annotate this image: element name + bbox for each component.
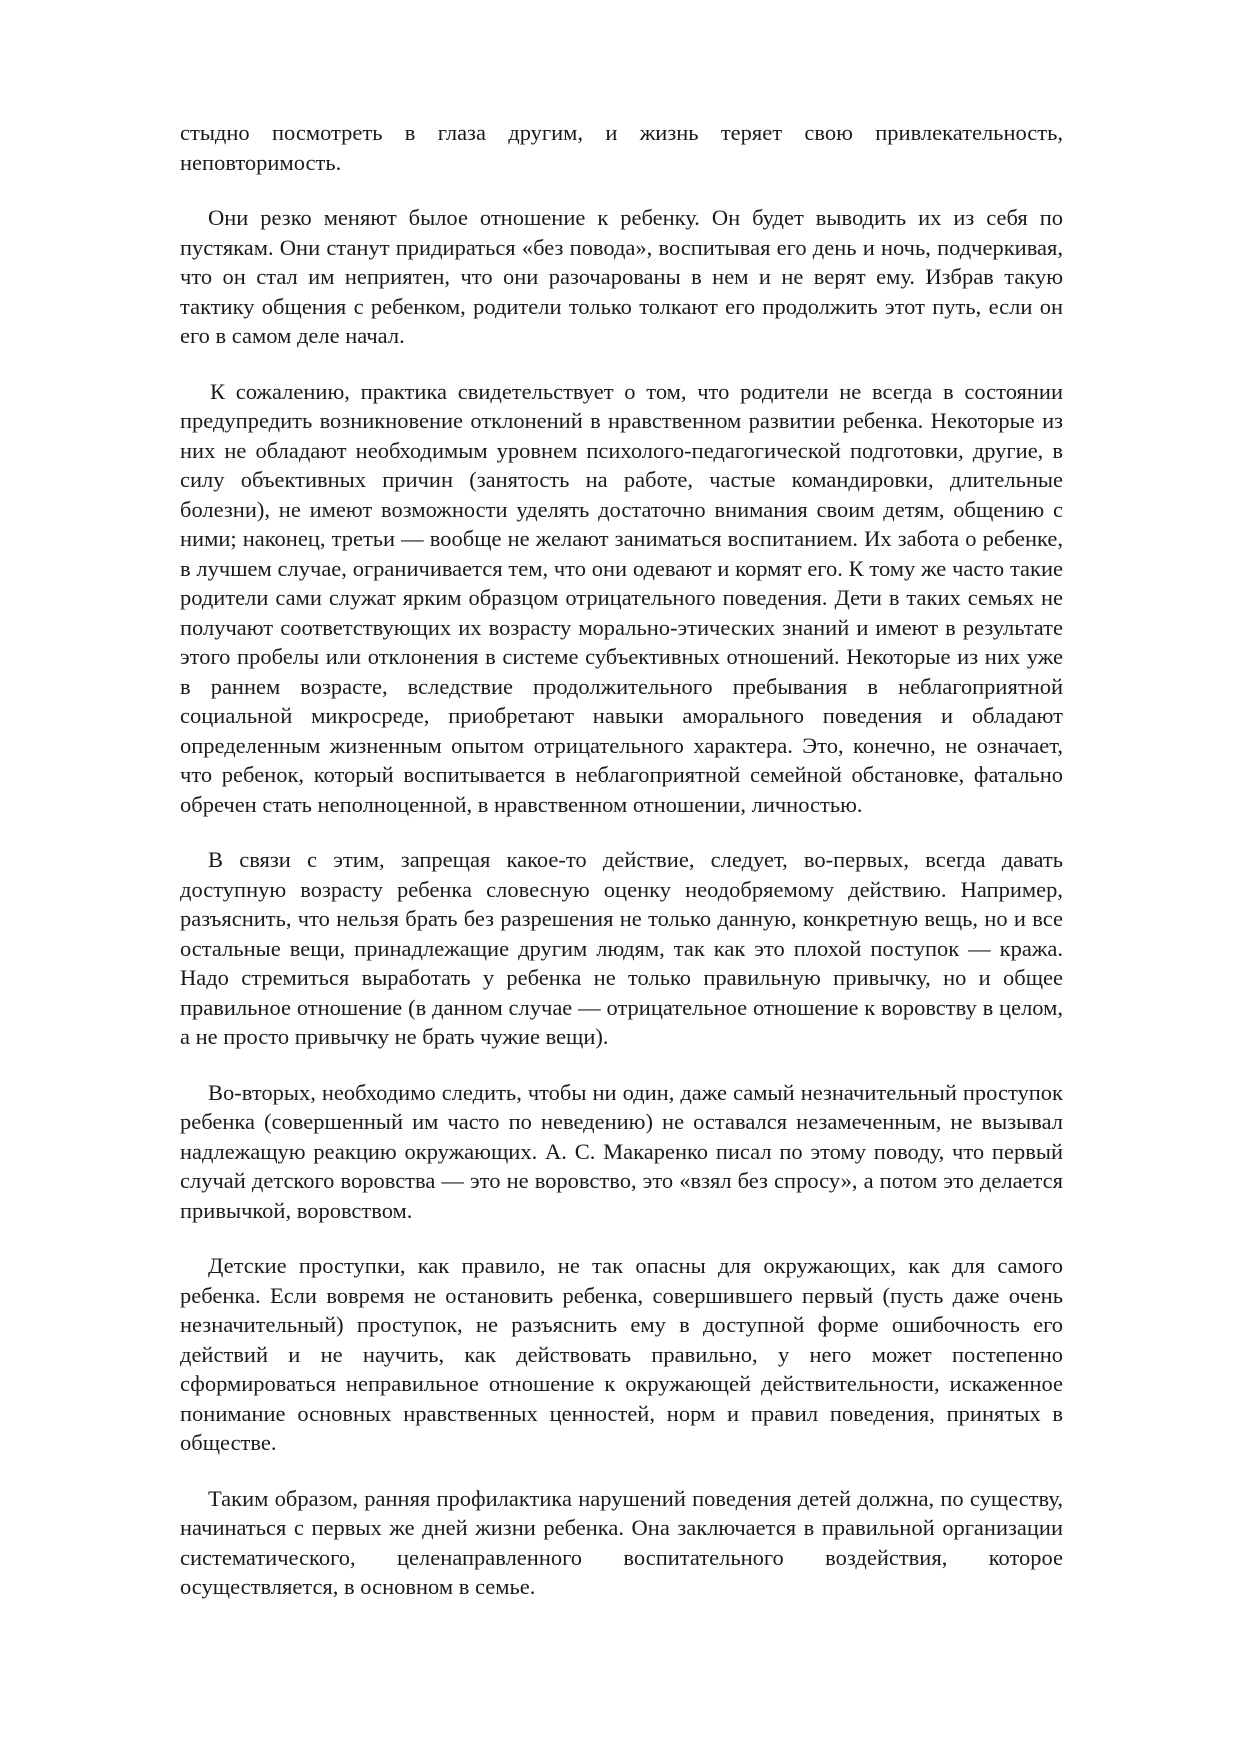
paragraph-practice-evidence: К сожалению, практика свидетельствует о том, что родители не всегда в состоянии предупредить возникновение отклонений в нравственном развитии ребенка. Некоторые из них не обладают необходимым уровнем психолого-педагогической подготовки, другие, в силу объективных причин (занятость на работе, частые командировки, длительные болезни), не имеют возможности уделять достаточно внимания своим детям, общению с ними; наконец, третьи — вообще не желают заниматься воспитанием. Их забота о ребенке, в лучшем случае, ограничивается тем, что они одевают и кормят его. К тому же часто такие родители сами служат ярким образцом отрицательного поведения. Дети в таких семьях не получают соответствующих их возрасту морально-этических знаний и имеют в результате этого пробелы или отклонения в системе субъективных отношений. Некоторые из них уже в раннем возрасте, вследствие продолжительного пребывания в неблагоприятной социальной микросреде, приобретают навыки аморального поведения и обладают определенным жизненным опытом отрицательного характера. Это, конечно, не означает, что ребенок, который воспитывается в неблагоприятной семейной обстановке, фатально обречен стать неполноценной, в нравственном отношении, личностью. xyxy=(180,378,1063,817)
paragraph-parents-attitude: Они резко меняют былое отношение к ребенку. Он будет выводить их из себя по пустякам. Они станут придираться «без повода», воспитывая его день и ночь, подчеркивая, что он стал им неприятен, что они разочарованы в нем и не верят ему. Избрав такую тактику общения с ребенком, родители только толкают его продолжить этот путь, если он его в самом деле начал. xyxy=(180,205,1063,348)
document-page xyxy=(180,118,1063,1628)
paragraph-secondly: Во-вторых, необходимо следить, чтобы ни один, даже самый незначительный проступок ребенка (совершенный им часто по неведению) не оставался незамеченным, не вызывал надлежащую реакцию окружающих. А. С. Макаренко писал по этому поводу, что первый случай детского воровства — это не воровство, это «взял без спросу», а потом это делается привычкой, воровством. xyxy=(180,1079,1063,1223)
paragraph-continuation: стыдно посмотреть в глаза другим, и жизнь теряет свою привлекательность, неповторимость. xyxy=(180,120,1063,175)
paragraph-conclusion: Таким образом, ранняя профилактика нарушений поведения детей должна, по существу, начинаться с первых же дней жизни ребенка. Она заключается в правильной организации систематического, целенаправленного воспитательного воздействия, которое осуществляется, в основном в семье. xyxy=(180,1485,1063,1599)
paragraph-firstly: В связи с этим, запрещая какое-то действие, следует, во-первых, всегда давать доступную возрасту ребенка словесную оценку неодобряемому действию. Например, разъяснить, что нельзя брать без разрешения не только данную, конкретную вещь, но и все остальные вещи, принадлежащие другим людям, так как это плохой поступок — кража. Надо стремиться выработать у ребенка не только правильную привычку, но и общее правильное отношение (в данном случае — отрицательное отношение к воровству в целом, а не просто привычку не брать чужие вещи). xyxy=(180,847,1063,1049)
paragraph-children-misdeeds: Детские проступки, как правило, не так опасны для окружающих, как для самого ребенка. Если вовремя не остановить ребенка, совершившего первый (пусть даже очень незначительный) проступок, не разъяснить ему в доступной форме ошибочность его действий и не научить, как действовать правильно, у него может постепенно сформироваться неправильное отношение к окружающей действительности, искаженное понимание основных нравственных ценностей, норм и правил поведения, принятых в обществе. xyxy=(180,1253,1063,1455)
